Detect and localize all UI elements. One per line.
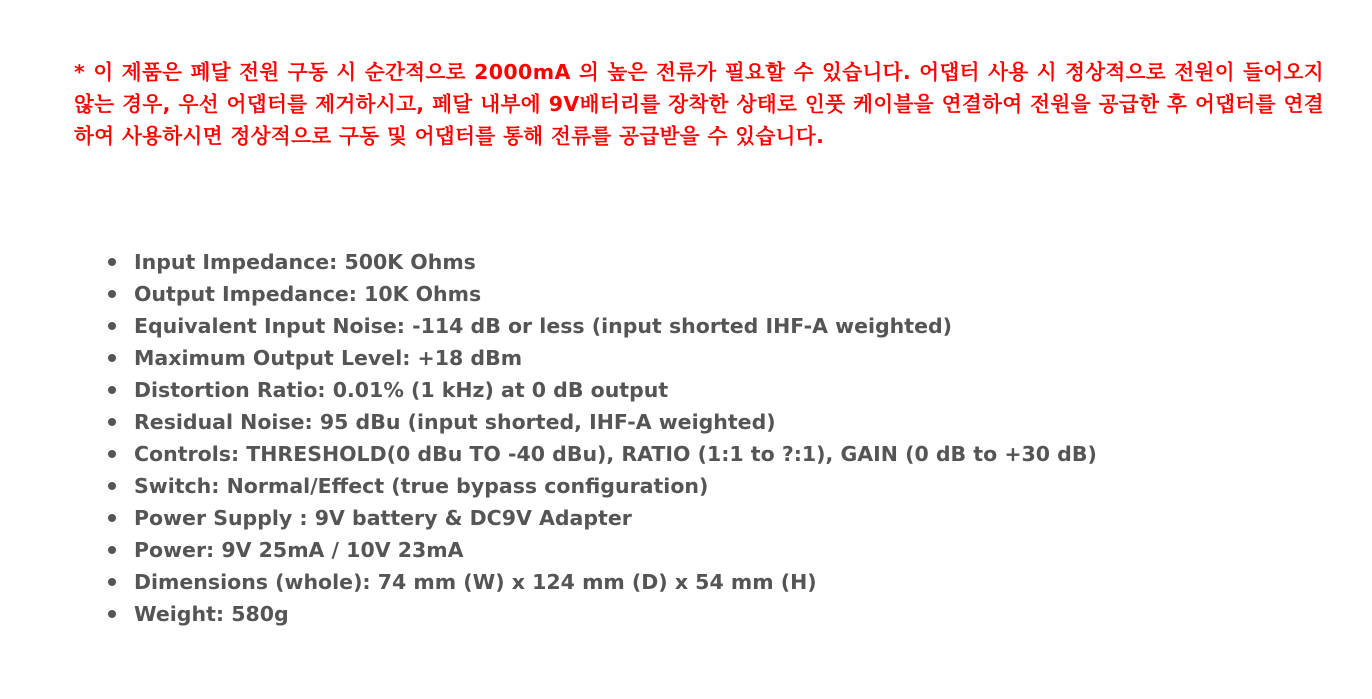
bullet-icon [108,418,116,426]
spec-text: Output Impedance: 10K Ohms [134,282,482,306]
spec-item-weight [108,598,1097,630]
spec-text: Dimensions (whole): 74 mm (W) x 124 mm (D) x 54 mm (H) [134,570,817,594]
bullet-icon [108,578,116,586]
spec-text: Equivalent Input Noise: -114 dB or less (input shorted IHF-A weighted) [134,314,953,338]
spec-text: Power: 9V 25mA / 10V 23mA [134,538,464,562]
spec-text: Distortion Ratio: 0.01% (1 kHz) at 0 dB output [134,378,669,402]
spec-text: Power Supply : 9V battery & DC9V Adapter [134,506,632,530]
spec-item-output-impedance [108,278,1097,310]
bullet-icon [108,610,116,618]
spec-text: Input Impedance: 500K Ohms [134,250,476,274]
spec-list [108,246,1097,630]
spec-text: Switch: Normal/Effect (true bypass configuration) [134,474,709,498]
spec-item-switch [108,470,1097,502]
spec-item-residual-noise [108,406,1097,438]
bullet-icon [108,482,116,490]
spec-item-dimensions [108,566,1097,598]
spec-item-input-impedance [108,246,1097,278]
bullet-icon [108,546,116,554]
spec-item-distortion [108,374,1097,406]
spec-item-input-noise [108,310,1097,342]
bullet-icon [108,450,116,458]
spec-text: Residual Noise: 95 dBu (input shorted, IHF-A weighted) [134,410,776,434]
bullet-icon [108,258,116,266]
bullet-icon [108,514,116,522]
bullet-icon [108,290,116,298]
power-notice: * 이 제품은 페달 전원 구동 시 순간적으로 2000mA 의 높은 전류가 필요할 수 있습니다. 어댑터 사용 시 정상적으로 전원이 들어오지 않는 경우, 우선 어댑터를 제거하시고, 페달 내부에 9V배터리를 장착한 상태로 인풋 케이블을 연결하여 전원을 공급한 후 어댑터를 연결하여 사용하시면 정상적으로 구동 및 어댑터를 통해 전류를 공급받을 수 있습니다. [74,60,1324,148]
bullet-icon [108,386,116,394]
spec-item-power [108,534,1097,566]
bullet-icon [108,354,116,362]
bullet-icon [108,322,116,330]
spec-item-max-output [108,342,1097,374]
spec-item-power-supply [108,502,1097,534]
spec-item-controls [108,438,1097,470]
spec-text: Maximum Output Level: +18 dBm [134,346,523,370]
spec-text: Weight: 580g [134,602,289,626]
spec-text: Controls: THRESHOLD(0 dBu TO -40 dBu), RATIO (1:1 to ?:1), GAIN (0 dB to +30 dB) [134,442,1097,466]
